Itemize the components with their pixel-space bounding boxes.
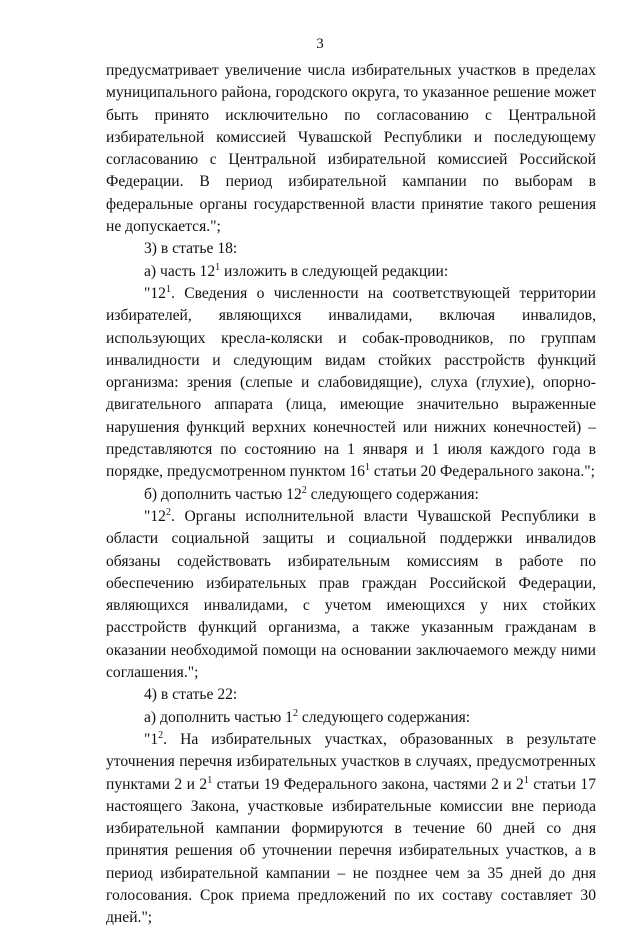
paragraph-text: следующего содержания: bbox=[306, 485, 479, 503]
superscript: 2 bbox=[292, 707, 298, 719]
paragraph-text: "12 bbox=[144, 284, 166, 302]
paragraph bbox=[106, 729, 596, 930]
paragraph bbox=[106, 506, 596, 684]
page-number: 3 bbox=[316, 36, 324, 52]
paragraph-text: "12 bbox=[144, 507, 166, 525]
superscript: 1 bbox=[207, 774, 213, 786]
paragraph-text: . Сведения о численности на соответствующей территории избирателей, являющихся инвалидами, включая инвалидов, использующих кресла-коляски и собак-проводников, по группам инвалидности и следующим видам стойких расстройств функций организма: зрения (слепые и слабовидящие), слуха (глухие), опорно-двигательного аппарата (лица, имеющие значительно выраженные нарушения функций верхних конечностей или нижних конечностей) – представляются по состоянию на 1 января и 1 июля каждого года в порядке, предусмотренном пунктом 16 bbox=[106, 284, 596, 481]
superscript: 1 bbox=[215, 261, 221, 273]
superscript: 1 bbox=[364, 462, 370, 474]
superscript: 2 bbox=[158, 729, 164, 741]
paragraph-text: . На избирательных участках, образованных в результате уточнения перечня избирательных участков в случаях, предусмотренных пунктами 2 и 2 bbox=[106, 730, 596, 793]
paragraph-text: а) дополнить частью 1 bbox=[144, 708, 293, 726]
superscript: 2 bbox=[301, 484, 307, 496]
paragraph bbox=[106, 707, 596, 729]
superscript: 1 bbox=[523, 774, 529, 786]
superscript: 2 bbox=[165, 506, 171, 518]
document-body bbox=[106, 60, 596, 930]
paragraph bbox=[106, 261, 596, 283]
paragraph-text: б) дополнить частью 12 bbox=[144, 485, 302, 503]
paragraph-text: изложить в следующей редакции: bbox=[220, 262, 449, 280]
paragraph bbox=[106, 684, 596, 706]
paragraph-text: статьи 19 Федерального закона, частями 2 и 2 bbox=[212, 775, 524, 793]
paragraph bbox=[106, 484, 596, 506]
paragraph bbox=[106, 60, 596, 238]
paragraph bbox=[106, 238, 596, 260]
paragraph-text: предусматривает увеличение числа избирательных участков в пределах муниципального района, городского округа, то указанное решение может быть принято исключительно по согласованию с Центральной избирательной комиссией Чувашской Республики и последующему согласованию с Центральной избирательной комиссией Российской Федерации. В период избирательной кампании по выборам в федеральные органы государственной власти принятие такого решения не допускается."; bbox=[106, 62, 596, 236]
paragraph-text: "1 bbox=[144, 730, 159, 748]
paragraph-text: статьи 17 настоящего Закона, участковые избирательные комиссии вне периода избирательной кампании формируются в течение 60 дней со дня принятия решения об уточнении перечня избирательных участков, а в период избирательной кампании – не позднее чем за 35 дней до дня голосования. Срок приема предложений по их составу составляет 30 дней."; bbox=[106, 775, 596, 927]
paragraph-text: 4) в статье 22: bbox=[144, 686, 238, 704]
paragraph-text: следующего содержания: bbox=[297, 708, 471, 726]
paragraph-text: 3) в статье 18: bbox=[144, 240, 238, 258]
paragraph-text: статьи 20 Федерального закона."; bbox=[369, 463, 595, 481]
paragraph-text: . Органы исполнительной власти Чувашской Республики в области социальной защиты и социальной поддержки инвалидов обязаны содействовать избирательным комиссиям в работе по обеспечению избирательных прав граждан Российской Федерации, являющихся инвалидами, с учетом имеющихся у них стойких расстройств функций организма, а также указанным гражданам в оказании необходимой помощи на основании заключаемого между ними соглашения."; bbox=[106, 507, 596, 682]
paragraph bbox=[106, 283, 596, 484]
superscript: 1 bbox=[165, 283, 171, 295]
paragraph-text: а) часть 12 bbox=[144, 262, 216, 280]
